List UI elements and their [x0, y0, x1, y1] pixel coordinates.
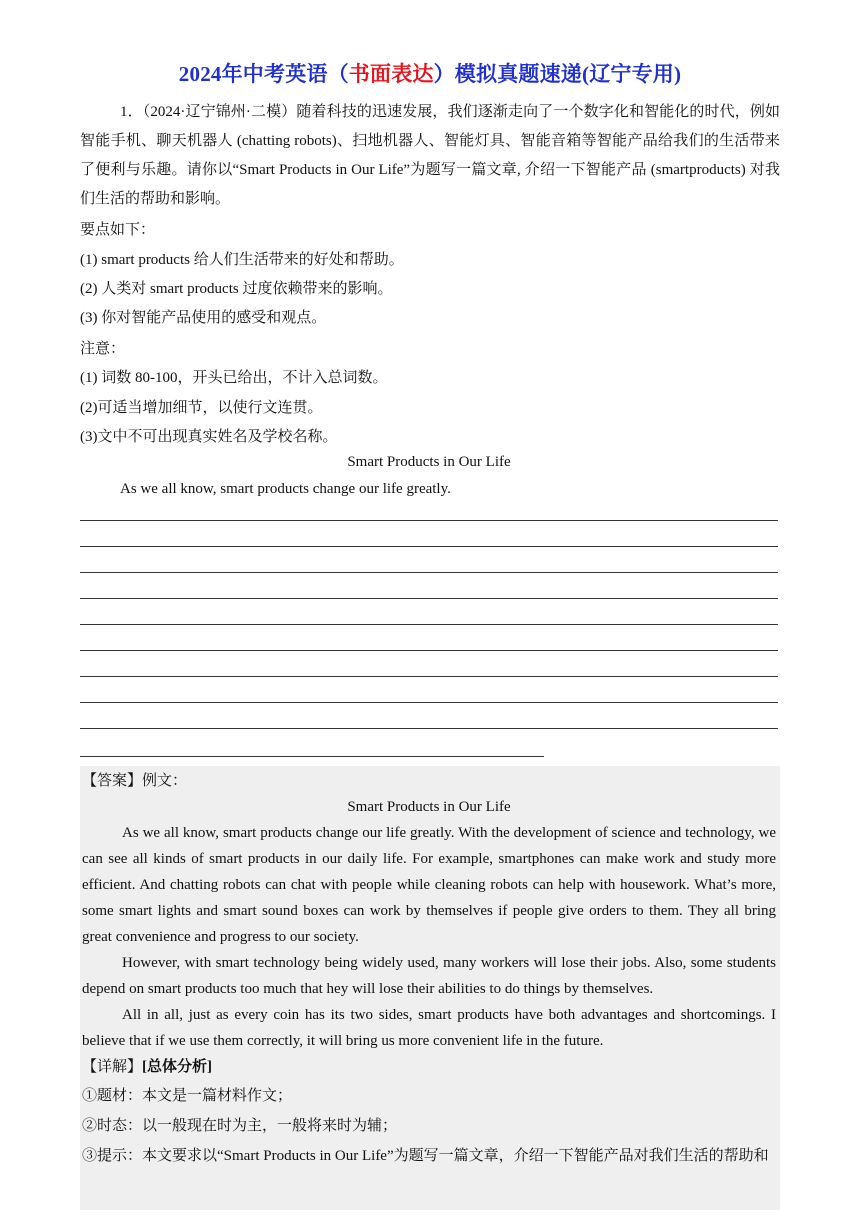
answer-essay [82, 820, 776, 1054]
answer-label: 【答案】例文： [82, 773, 188, 789]
analysis-2: ②时态：以一般现在时为主，一般将来时为辅； [82, 1118, 398, 1134]
title-part1: 2024年中考英语（ [178, 62, 349, 86]
writing-line [80, 702, 778, 703]
answer-paragraph-2: However, with smart technology being widely used, many workers will lose their jobs. Also, some students depend on smart products too much that hey will lose their abilities to do things by themselves. [82, 955, 776, 997]
detail-heading: [总体分析] [142, 1059, 213, 1075]
note-2: (2)可适当增加细节，以使行文连贯。 [80, 400, 323, 416]
points-label: 要点如下： [80, 222, 156, 238]
analysis-1: ①题材：本文是一篇材料作文； [82, 1088, 293, 1104]
title-highlight: 书面表达 [348, 62, 434, 86]
point-3: (3) 你对智能产品使用的感受和观点。 [80, 310, 327, 326]
analysis-3: ③提示：本文要求以“Smart Products in Our Life”为题写一篇文章，介绍一下智能产品对我们生活的帮助和 [82, 1148, 769, 1164]
point-1: (1) smart products 给人们生活带来的好处和帮助。 [80, 252, 404, 268]
note-3: (3)文中不可出现真实姓名及学校名称。 [80, 429, 338, 445]
detail-label: 【详解】 [82, 1059, 143, 1075]
writing-line [80, 728, 778, 729]
detail-heading-line [82, 1054, 776, 1080]
title-part2: ）模拟真题速递(辽宁专用) [433, 62, 682, 86]
essay-title: Smart Products in Our Life [347, 454, 511, 470]
writing-line [80, 650, 778, 651]
answer-paragraph-3: All in all, just as every coin has its two sides, smart products have both advantages and shortcomings. I believe that if we use them correctly, it will bring us more convenient life in the future. [82, 1007, 776, 1049]
point-2: (2) 人类对 smart products 过度依赖带来的影响。 [80, 281, 393, 297]
answer-paragraph-1: As we all know, smart products change our life greatly. With the development of science and technology, we can see all kinds of smart products in our daily life. For example, smartphones can make work and study more efficient. And chatting robots can chat with people while cleaning robots can help with housework. What’s more, some smart lights and smart sound boxes can work by themselves if people give orders to them. They all bring great convenience and progress to our society. [82, 825, 776, 945]
answer-title: Smart Products in Our Life [347, 799, 511, 815]
writing-line [80, 546, 778, 547]
page-title [0, 58, 860, 88]
question-intro: 1．（2024·辽宁锦州·二模）随着科技的迅速发展，我们逐渐走向了一个数字化和智能化的时代，例如智能手机、聊天机器人 (chatting robots)、扫地机器人、智能灯具、智能音箱等智能产品给我们的生活带来了便利与乐趣。请你以“Smart Products in Our Life”为题写一篇文章, 介绍一下智能产品 (smartproducts) 对我们生活的帮助和影响。 [80, 104, 780, 207]
writing-line [80, 598, 778, 599]
writing-line [80, 520, 778, 521]
essay-start: As we all know, smart products change our life greatly. [120, 481, 451, 497]
writing-line [80, 676, 778, 677]
notes-label: 注意： [80, 341, 126, 357]
writing-line [80, 624, 778, 625]
writing-line [80, 572, 778, 573]
note-1: (1) 词数 80-100，开头已给出，不计入总词数。 [80, 370, 388, 386]
writing-line [80, 756, 544, 757]
